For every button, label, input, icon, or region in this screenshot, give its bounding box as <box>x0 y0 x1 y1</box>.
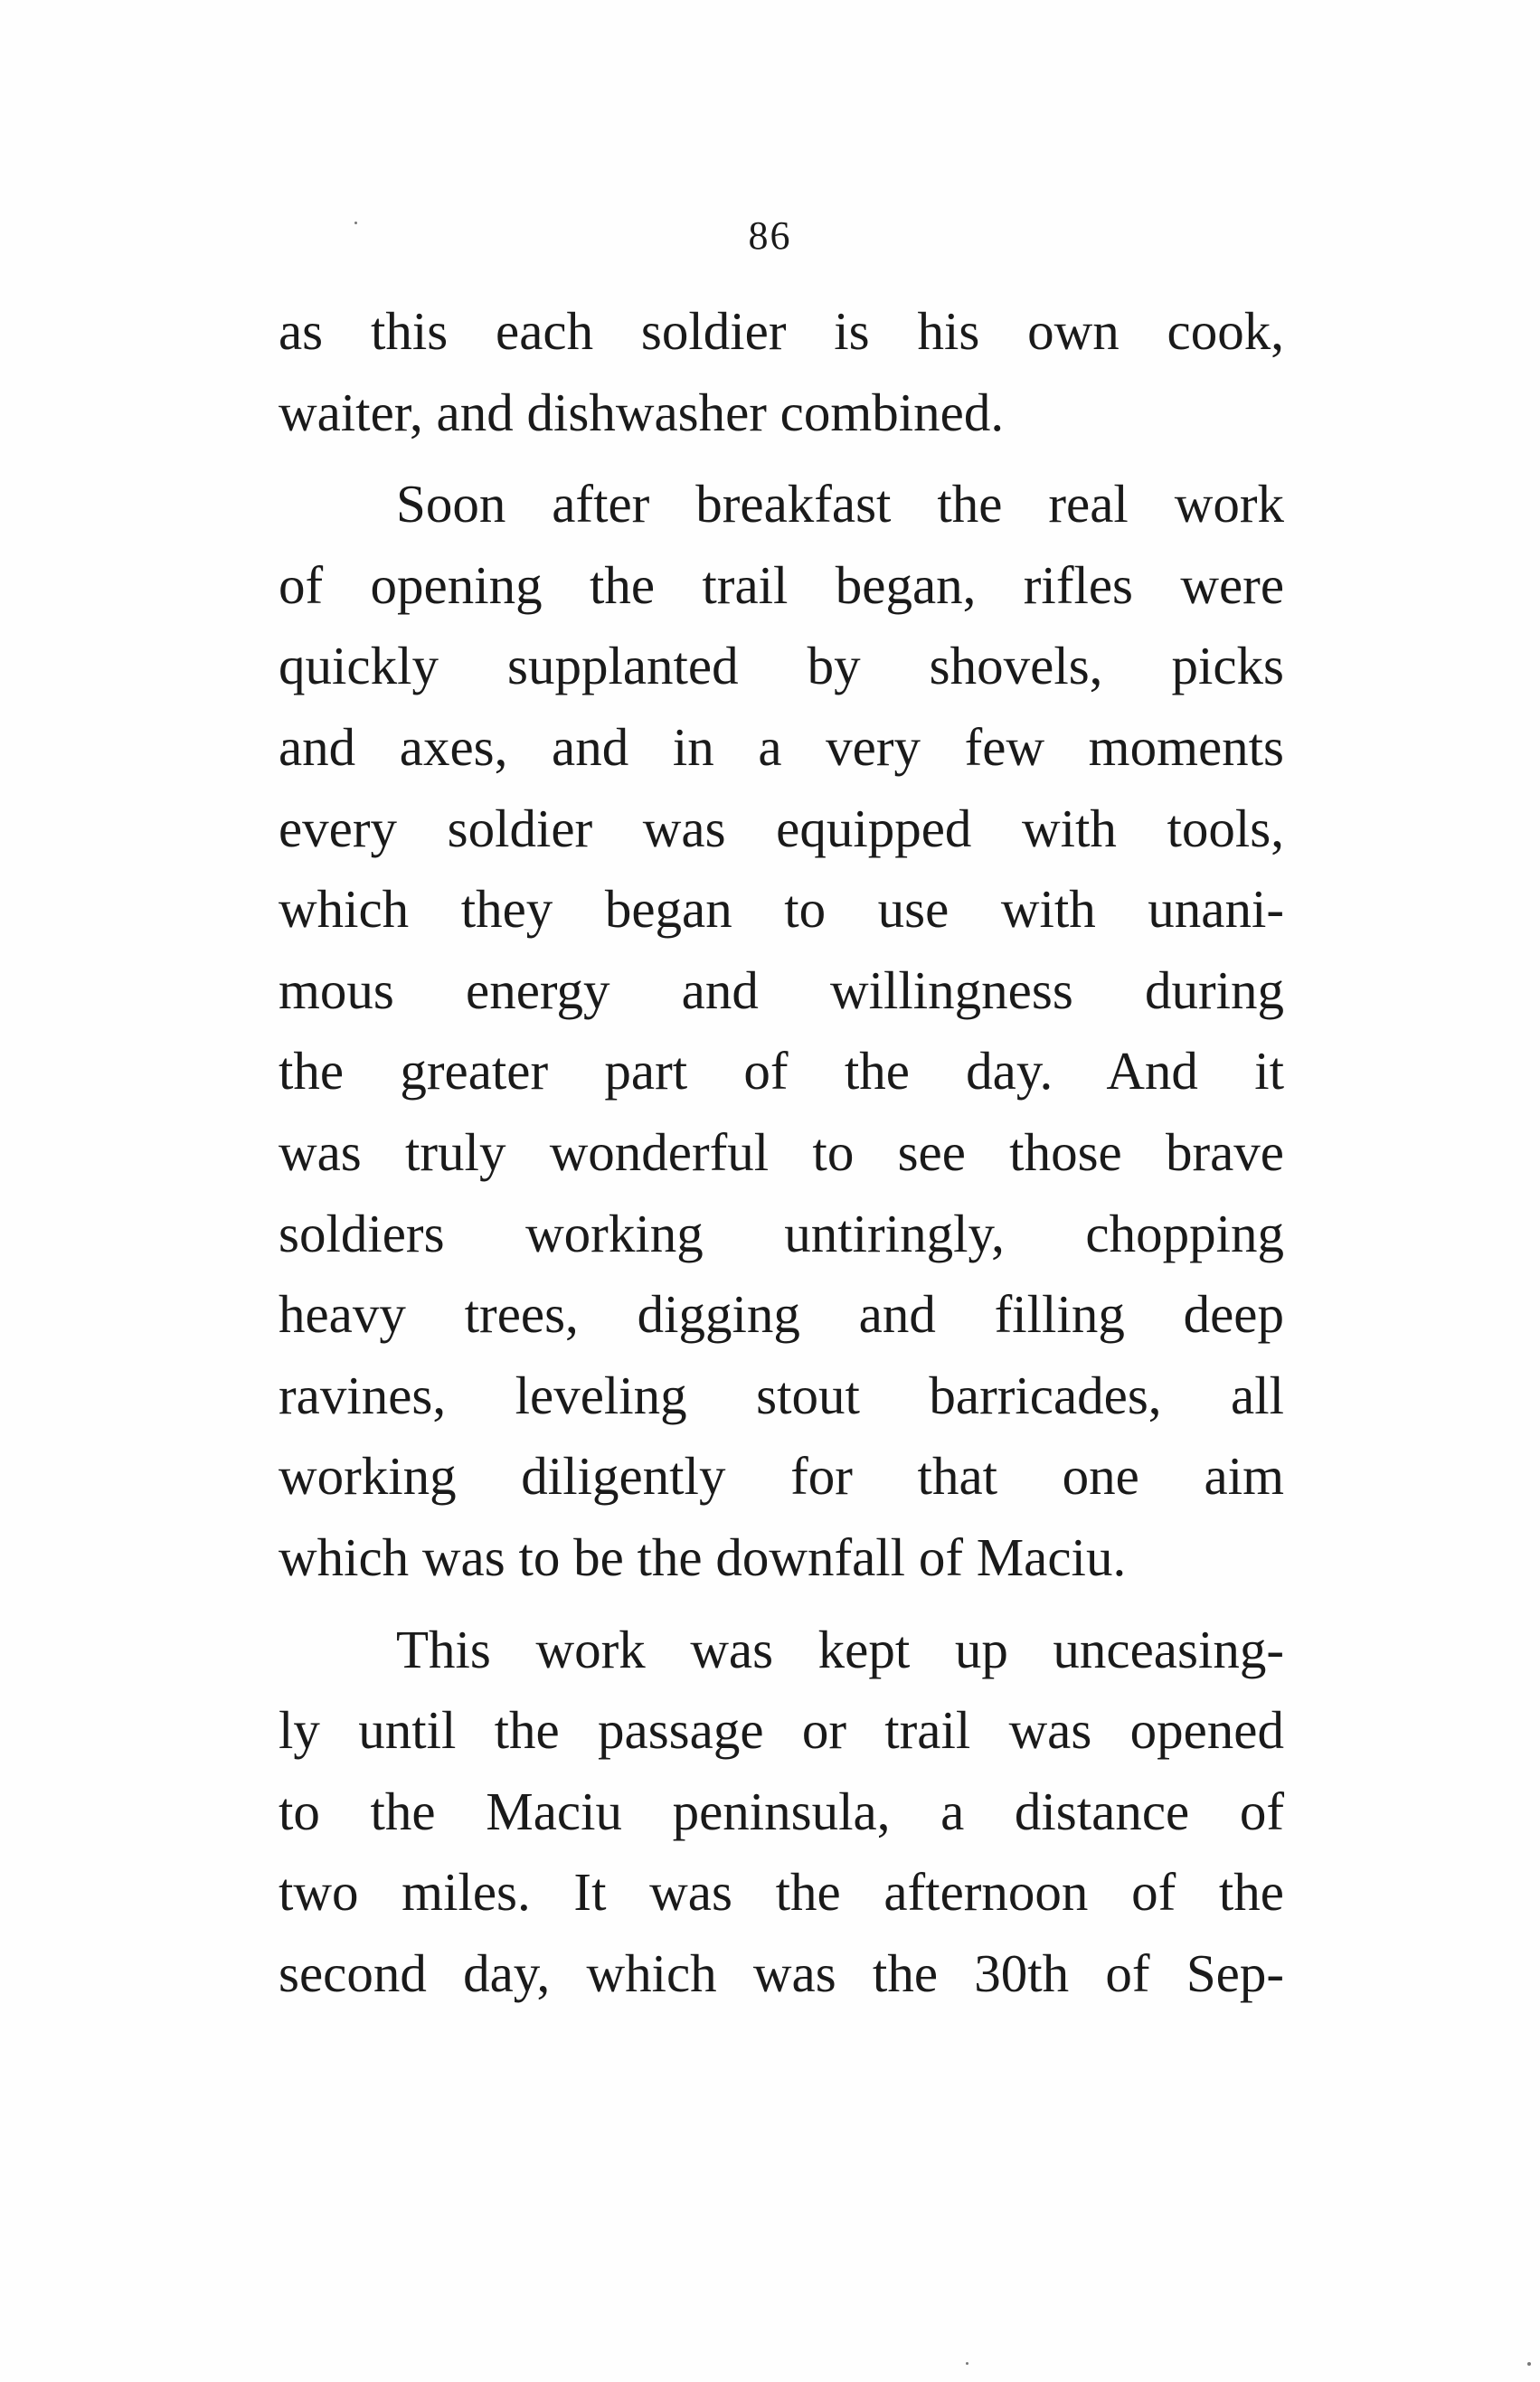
text-line: the greater part of the day. And it <box>279 1041 1284 1101</box>
text-line: to the Maciu peninsula, a distance of <box>279 1781 1284 1841</box>
scan-speck <box>354 222 357 224</box>
text-line: was truly wonderful to see those brave <box>279 1121 1284 1182</box>
text-line: This work was kept up unceasing- <box>396 1619 1284 1679</box>
body-text <box>279 291 1284 2014</box>
paragraph-1 <box>279 291 1284 453</box>
text-line: of opening the trail began, rifles were <box>279 554 1284 615</box>
text-line: mous energy and willingness during <box>279 959 1284 1020</box>
paragraph-2 <box>279 464 1284 1598</box>
text-line: and axes, and in a very few moments <box>279 716 1284 777</box>
paragraph-3 <box>279 1610 1284 2015</box>
text-line: Soon after breakfast the real work <box>396 474 1284 534</box>
text-line: waiter, and dishwasher combined. <box>279 382 1005 442</box>
text-line: two miles. It was the afternoon of the <box>279 1862 1284 1923</box>
text-line: heavy trees, digging and filling deep <box>279 1284 1284 1345</box>
scan-speck <box>1527 2362 1531 2366</box>
text-line: quickly supplanted by shovels, picks <box>279 636 1284 696</box>
text-line: which they began to use with unani- <box>279 879 1284 940</box>
text-line: every soldier was equipped with tools, <box>279 798 1284 858</box>
text-line: working diligently for that one aim <box>279 1446 1284 1507</box>
text-line: ly until the passage or trail was opened <box>279 1700 1284 1761</box>
text-line: ravines, leveling stout barricades, all <box>279 1365 1284 1425</box>
scan-speck <box>966 2362 968 2365</box>
text-line: soldiers working untiringly, chopping <box>279 1203 1284 1263</box>
page-number: 86 <box>748 213 792 258</box>
text-line: second day, which was the 30th of Sep- <box>279 1942 1284 2003</box>
text-line: which was to be the downfall of Maciu. <box>279 1527 1127 1587</box>
text-line: as this each soldier is his own cook, <box>279 301 1284 361</box>
